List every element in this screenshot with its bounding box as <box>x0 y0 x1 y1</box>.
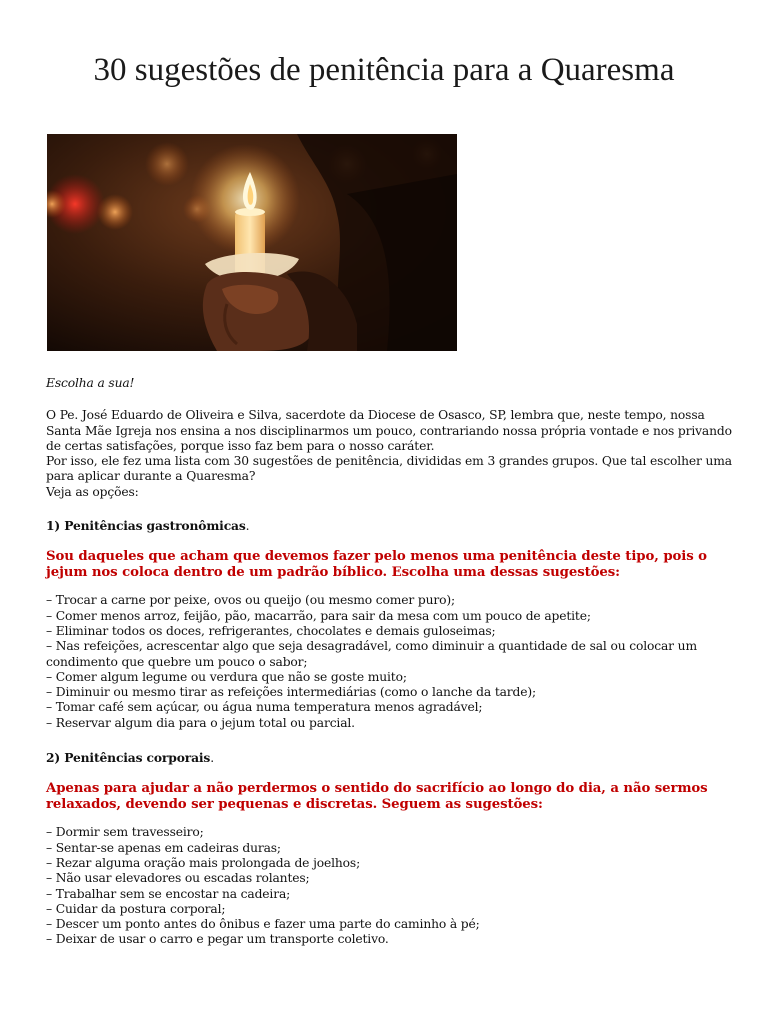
section-heading <box>46 518 736 534</box>
candle-photo <box>47 134 457 351</box>
list-item: – Comer menos arroz, feijão, pão, macarrão, para sair da mesa com um pouco de apetite; <box>46 608 591 623</box>
list-item: – Nas refeições, acrescentar algo que seja desagradável, como diminuir a quantidade de sal ou colocar um condimento que quebre um pouco o sabor; <box>46 639 697 669</box>
intro-paragraph: O Pe. José Eduardo de Oliveira e Silva, sacerdote da Diocese de Osasco, SP, lembra que, neste tempo, nossa Santa Mãe Igreja nos ensina a nos disciplinarmos um pouco, contrariando nossa própria vontade e nos privando de certas satisfações, porque isso faz bem para o nosso caráter. <box>46 408 732 453</box>
list-item: – Deixar de usar o carro e pegar um transporte coletivo. <box>46 932 389 947</box>
suggestion-list <box>46 825 736 947</box>
list-item: – Eliminar todos os doces, refrigerantes, chocolates e demais guloseimas; <box>46 623 496 638</box>
list-item: – Não usar elevadores ou escadas rolantes; <box>46 871 310 886</box>
section-highlight: Apenas para ajudar a não perdermos o sentido do sacrifício ao longo do dia, a não sermos relaxados, devendo ser pequenas e discretas. Seguem as sugestões: <box>46 781 708 812</box>
section-heading <box>46 750 736 766</box>
section-heading-text: 2) Penitências corporais <box>46 750 211 766</box>
intro-paragraph: Por isso, ele fez uma lista com 30 sugestões de penitência, divididas em 3 grandes grupos. Que tal escolher uma para aplicar durante a Quaresma? <box>46 454 732 484</box>
list-item: – Trocar a carne por peixe, ovos ou queijo (ou mesmo comer puro); <box>46 593 456 608</box>
list-item: – Diminuir ou mesmo tirar as refeições intermediárias (como o lanche da tarde); <box>46 685 537 700</box>
list-item: – Cuidar da postura corporal; <box>46 901 226 916</box>
tagline: Escolha a sua! <box>46 376 135 390</box>
list-item: – Tomar café sem açúcar, ou água numa temperatura menos agradável; <box>46 700 483 715</box>
section-heading-suffix: . <box>210 751 214 766</box>
article-body <box>46 376 736 948</box>
list-item: – Reservar algum dia para o jejum total ou parcial. <box>46 715 355 730</box>
list-item: – Trabalhar sem se encostar na cadeira; <box>46 886 291 901</box>
section-heading-suffix: . <box>245 519 250 534</box>
list-item: – Rezar alguma oração mais prolongada de joelhos; <box>46 855 361 870</box>
suggestion-list <box>46 593 736 731</box>
page-title: 30 sugestões de penitência para a Quaresma <box>93 52 675 88</box>
list-item: – Dormir sem travesseiro; <box>46 825 204 840</box>
section-highlight: Sou daqueles que acham que devemos fazer pelo menos uma penitência deste tipo, pois o jejum nos coloca dentro de um padrão bíblico. Escolha uma dessas sugestões: <box>46 549 707 580</box>
list-item: – Descer um ponto antes do ônibus e fazer uma parte do caminho à pé; <box>46 917 480 932</box>
list-item: – Sentar-se apenas em cadeiras duras; <box>46 840 281 855</box>
section-heading-text: 1) Penitências gastronômicas <box>46 518 246 534</box>
list-item: – Comer algum legume ou verdura que não se goste muito; <box>46 669 407 684</box>
intro-paragraph: Veja as opções: <box>46 484 139 499</box>
candle-photo-icon <box>47 134 457 351</box>
